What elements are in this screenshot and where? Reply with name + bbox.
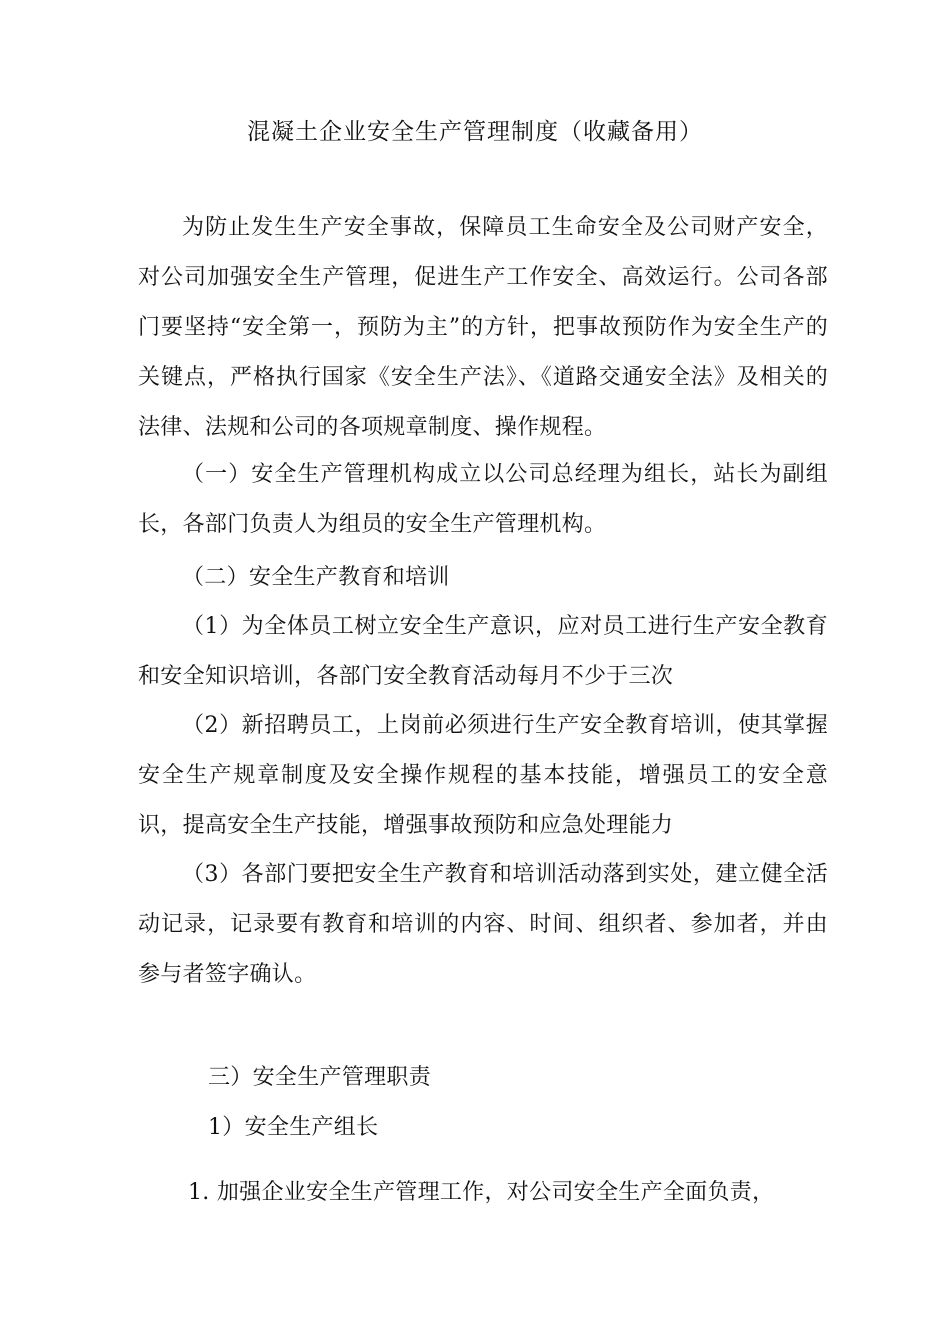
section-2-heading: （二）安全生产教育和培训 [182, 565, 450, 590]
document-title: 混凝土企业安全生产管理制度（收藏备用） [247, 119, 703, 145]
intro-paragraph: 为防止发生生产安全事故，保障员工生命安全及公司财产安全，对公司加强安全生产管理，促进生产工作安全、高效运行。公司各部门要坚持“安全第一，预防为主”的方针，把事故预防作为安全生产的关键点，严格执行国家《安全生产法》、《道路交通安全法》及相关的法律、法规和公司的各项规章制度、操作规程。 [138, 215, 828, 440]
section-3-heading: 三）安全生产管理职责 [208, 1065, 432, 1090]
section-2-item-1: （1）为全体员工树立安全生产意识，应对员工进行生产安全教育和安全知识培训，各部门安全教育活动每月不少于三次 [138, 614, 828, 689]
section-2-item-2: （2）新招聘员工，上岗前必须进行生产安全教育培训，使其掌握安全生产规章制度及安全操作规程的基本技能，增强员工的安全意识，提高安全生产技能，增强事故预防和应急处理能力 [138, 713, 828, 838]
section-1-paragraph: （一）安全生产管理机构成立以公司总经理为组长，站长为副组长，各部门负责人为组员的安全生产管理机构。 [138, 462, 828, 537]
section-3-subheading: 1）安全生产组长 [208, 1115, 379, 1140]
section-2-item-3: （3）各部门要把安全生产教育和培训活动落到实处，建立健全活动记录，记录要有教育和培训的内容、时间、组织者、参加者，并由参与者签字确认。 [138, 862, 828, 987]
section-3-item-1: 1. 加强企业安全生产管理工作，对公司安全生产全面负责， [188, 1180, 775, 1205]
